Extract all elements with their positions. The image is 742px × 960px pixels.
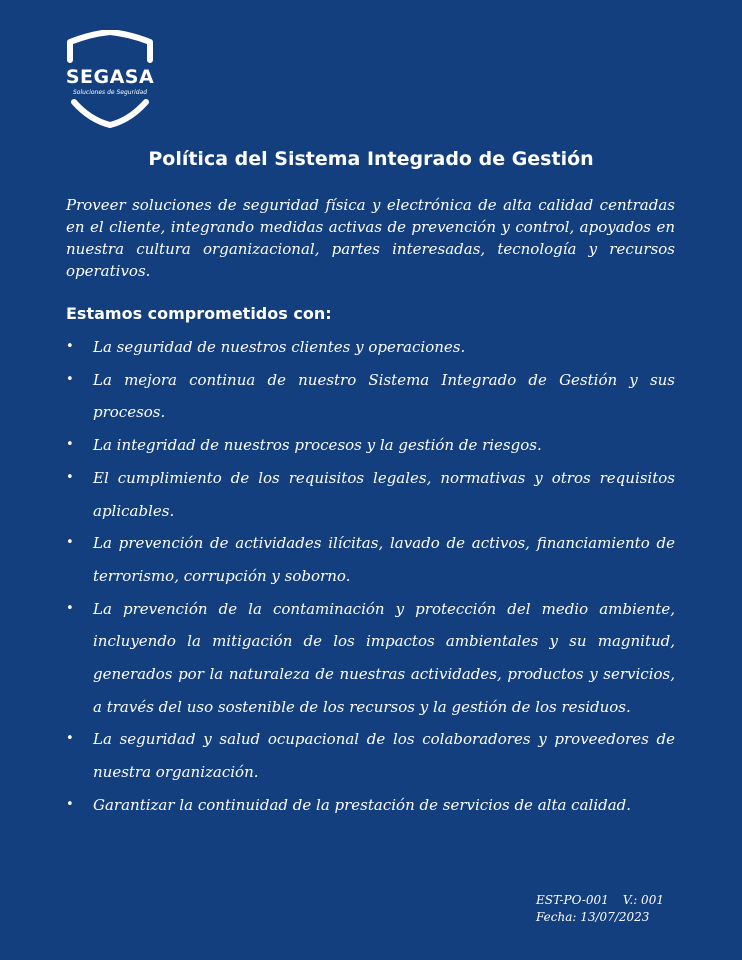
list-item xyxy=(66,462,675,527)
list-item xyxy=(66,364,675,429)
bullet-icon: • xyxy=(66,339,74,354)
list-item-text: La integridad de nuestros procesos y la gestión de riesgos. xyxy=(93,436,542,455)
document-code-line xyxy=(536,892,664,909)
list-item xyxy=(66,429,675,462)
bullet-icon: • xyxy=(66,600,74,616)
list-item-text: La prevención de la contaminación y protección del medio ambiente, incluyendo la mitigación de los impactos ambientales y su magnitud, generados por la naturaleza de nuestras actividades, productos y servicios, a través del uso sostenible de los recursos y la gestión de los residuos. xyxy=(93,599,675,716)
list-item-text: La seguridad y salud ocupacional de los colaboradores y proveedores de nuestra organización. xyxy=(93,730,675,782)
bullet-icon: • xyxy=(66,796,74,812)
document-code: EST-PO-001 xyxy=(536,893,609,907)
bullet-icon: • xyxy=(66,535,74,551)
list-item-text: La mejora continua de nuestro Sistema Integrado de Gestión y sus procesos. xyxy=(93,370,675,422)
document-footer xyxy=(536,892,664,926)
segasa-logo xyxy=(60,30,160,128)
page-title: Política del Sistema Integrado de Gestión xyxy=(148,148,594,170)
bullet-icon: • xyxy=(66,437,74,453)
list-item xyxy=(66,789,675,822)
bullet-icon: • xyxy=(66,469,74,485)
list-item-text: El cumplimiento de los requisitos legales, normativas y otros requisitos aplicables. xyxy=(93,468,675,520)
list-item-text: Garantizar la continuidad de la prestación de servicios de alta calidad. xyxy=(93,795,632,814)
list-item xyxy=(66,527,675,592)
commitments-heading: Estamos comprometidos con: xyxy=(66,304,332,323)
document-date: Fecha: 13/07/2023 xyxy=(536,910,650,924)
list-item xyxy=(66,593,675,724)
logo-name: SEGASA xyxy=(65,66,155,88)
list-item-text: La seguridad de nuestros clientes y operaciones. xyxy=(93,338,466,356)
intro-paragraph: Proveer soluciones de seguridad física y electrónica de alta calidad centradas en el cliente, integrando medidas activas de prevención y control, apoyados en nuestra cultura organizacional, partes interesadas, tecnología y recursos operativos. xyxy=(66,196,675,280)
bullet-icon: • xyxy=(66,371,74,387)
logo-tagline: Soluciones de Seguridad xyxy=(72,89,148,96)
list-item xyxy=(66,723,675,788)
list-item-text: La prevención de actividades ilícitas, lavado de activos, financiamiento de terrorismo, corrupción y soborno. xyxy=(93,534,675,585)
commitments-list xyxy=(66,331,675,822)
bullet-icon: • xyxy=(66,731,74,747)
document-version: V.: 001 xyxy=(622,893,664,907)
list-item xyxy=(66,331,675,364)
